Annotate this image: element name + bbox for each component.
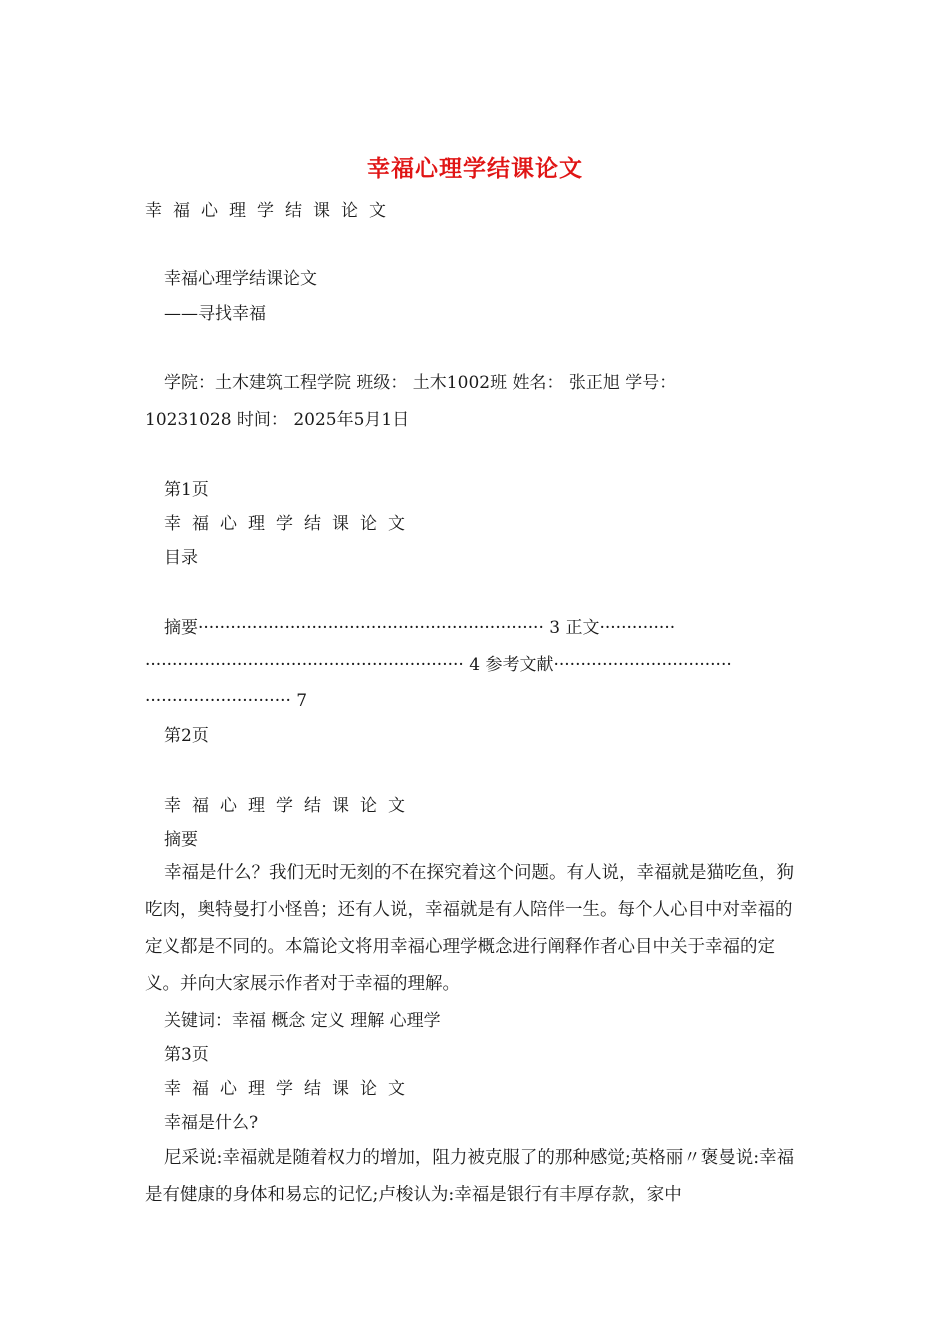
body-running-header: 幸福心理学结课论文 — [164, 1079, 416, 1099]
running-header: 幸福心理学结课论文 — [145, 201, 397, 221]
page-number-3: 第3页 — [164, 1045, 209, 1065]
body-question: 幸福是什么? — [164, 1113, 259, 1133]
toc-line-3: ··························· 7 — [145, 691, 308, 711]
keywords-line: 关键词：幸福 概念 定义 理解 心理学 — [164, 1011, 441, 1031]
document-title: 幸福心理学结课论文 — [367, 155, 583, 182]
cover-subtitle: ——寻找幸福 — [164, 304, 266, 324]
toc-running-header: 幸福心理学结课论文 — [164, 514, 416, 534]
toc-line-2: ··························································· 4 参考文献································· — [145, 655, 732, 675]
abstract-running-header: 幸福心理学结课论文 — [164, 796, 416, 816]
cover-title: 幸福心理学结课论文 — [164, 269, 317, 289]
page-number-1: 第1页 — [164, 480, 209, 500]
author-info-line-2: 10231028 时间： 2025年5月1日 — [145, 410, 410, 430]
page-number-2: 第2页 — [164, 726, 209, 746]
toc-line-1: 摘要································································ 3 正文·············· — [164, 618, 676, 638]
author-info-line-1: 学院：土木建筑工程学院 班级： 土木1002班 姓名： 张正旭 学号： — [164, 373, 677, 393]
abstract-title: 摘要 — [164, 830, 198, 850]
abstract-paragraph: 幸福是什么？我们无时无刻的不在探究着这个问题。有人说，幸福就是猫吃鱼，狗吃肉，奥特曼打小怪兽；还有人说，幸福就是有人陪伴一生。每个人心目中对幸福的定义都是不同的。本篇论文将用幸福心理学概念进行阐释作者心目中关于幸福的定义。并向大家展示作者对于幸福的理解。 — [145, 863, 794, 994]
toc-title: 目录 — [164, 548, 198, 568]
body-paragraph: 尼采说:幸福就是随着权力的增加，阻力被克服了的那种感觉;英格丽〃褒曼说:幸福是有健康的身体和易忘的记忆;卢梭认为:幸福是银行有丰厚存款，家中 — [145, 1148, 795, 1205]
